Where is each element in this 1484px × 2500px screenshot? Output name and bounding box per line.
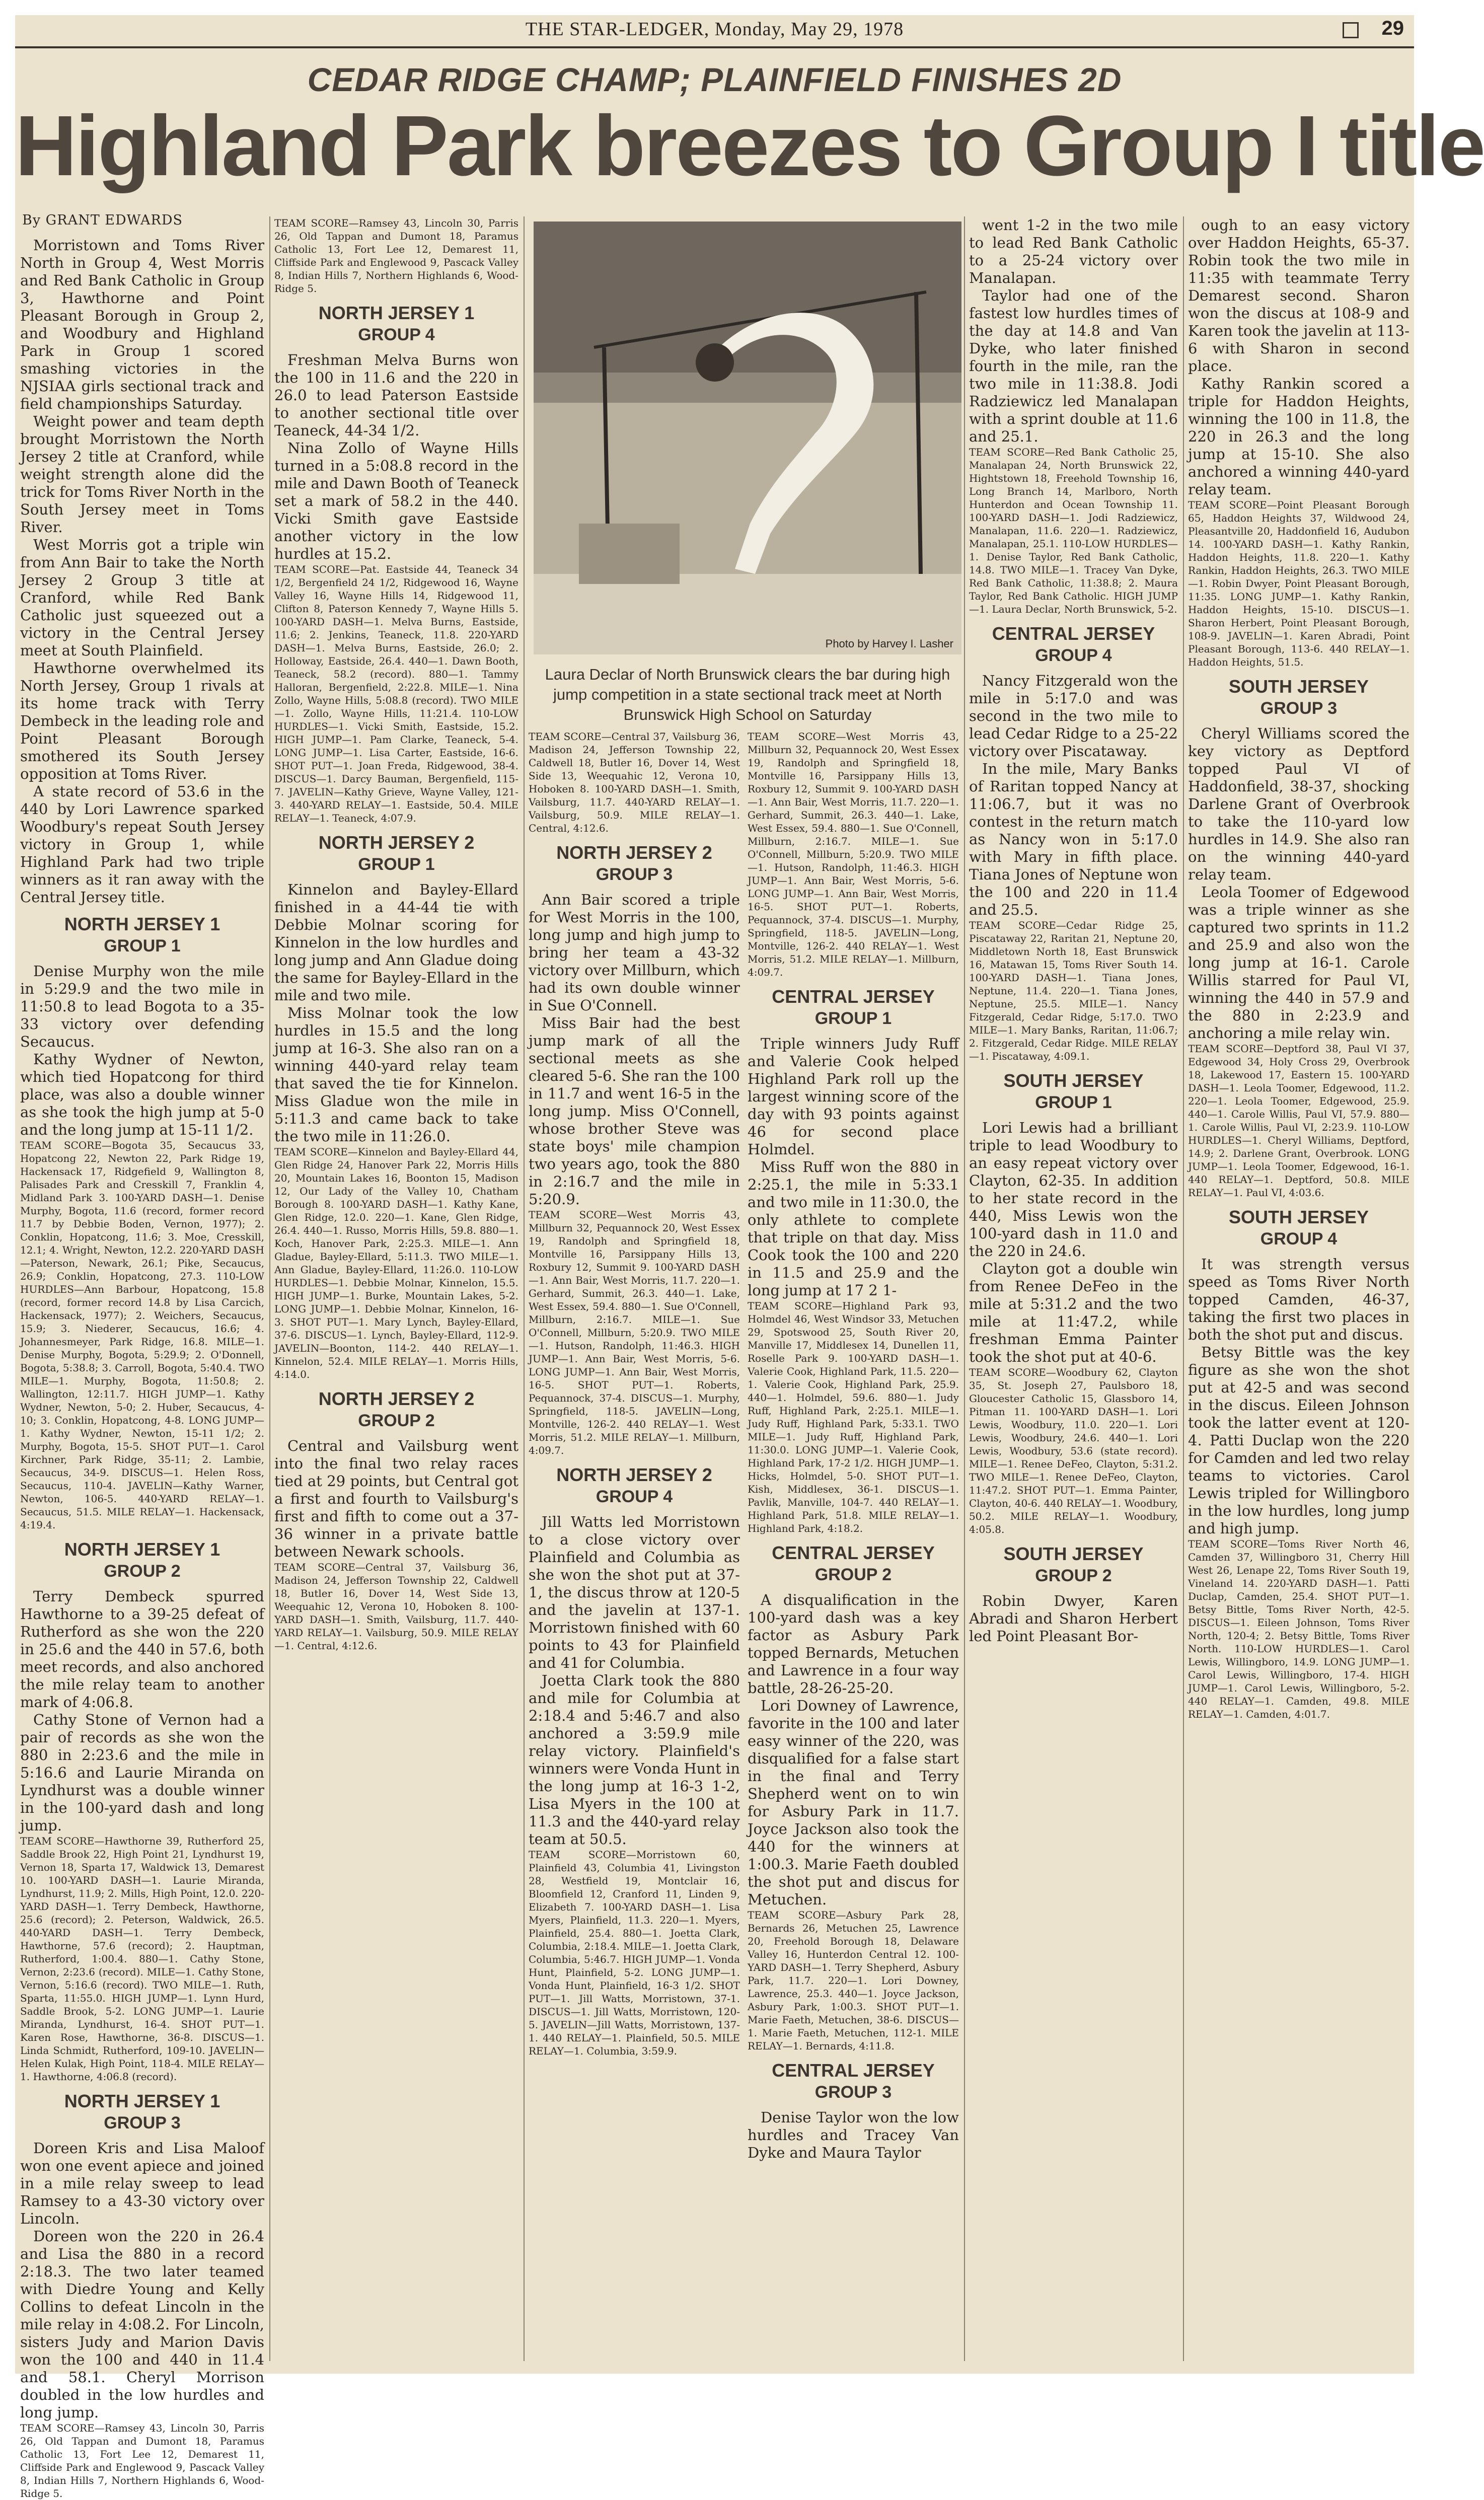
section-group: GROUP 1	[814, 1009, 892, 1028]
column-4	[748, 730, 959, 2366]
story-paragraph: Triple winners Judy Ruff and Valerie Cook helped Highland Park roll up the largest winning score of the day with 93 points against 46 for second place Holmdel.	[748, 1035, 959, 1158]
section-region: NORTH JERSEY 1	[318, 303, 475, 323]
story-paragraph: Kathy Rankin scored a triple for Haddon Heights, winning the 100 in 11.8, the 220 in 26.3 and the long jump at 15-10. She also anchored a winning 440-yard relay team.	[1188, 375, 1409, 498]
section-region: NORTH JERSEY 2	[318, 832, 475, 853]
story-paragraph: Miss Ruff won the 880 in 2:25.1, the mile in 5:33.1 and two mile in 11:30.0, the only athlete to complete that triple on that day. Miss Cook took the 100 and 220 in 11.5 and 25.9 and the long jump at 17 2 1-	[748, 1158, 959, 1299]
results-agate: TEAM SCORE—Central 37, Vailsburg 36, Madison 24, Jefferson Township 22, Caldwell 18, Butler 16, Dover 14, West Side 13, Weequahic 12, Verona 10, Hoboken 8. 100-YARD DASH—1. Smith, Vailsburg, 11.7. 440-YARD RELAY—1. Vailsburg, 50.9. MILE RELAY—1. Central, 4:12.6.	[529, 730, 740, 834]
results-agate: TEAM SCORE—Red Bank Catholic 25, Manalapan 24, North Brunswick 22, Hightstown 18, Freehold Township 16, Long Branch 14, Marlboro, North Hunterdon and Ocean Township 11. 100-YARD DASH—1. Jodi Radziewicz, Manalapan, 11.6. 220—1. Radziewicz, Manalapan, 25.1. 110-LOW HURDLES—1. Denise Taylor, Red Bank Catholic, 14.8. TWO MILE—1. Tracey Van Dyke, Red Bank Catholic, 11:38.8; 2. Maura Taylor, Red Bank Catholic. HIGH JUMP—1. Laura Declar, North Brunswick, 5-2.	[969, 446, 1178, 615]
masthead	[15, 15, 1414, 48]
results-agate: TEAM SCORE—West Morris 43, Millburn 32, Pequannock 20, West Essex 19, Randolph and Springfield 18, Montville 16, Parsippany Hills 13, Roxbury 12, Summit 9. 100-YARD DASH—1. Ann Bair, West Morris, 11.7. 220—1. Gerhard, Summit, 26.3. 440—1. Lake, West Essex, 59.4. 880—1. Sue O'Connell, Millburn, 2:16.7. MILE—1. Sue O'Connell, Millburn, 5:20.9. TWO MILE—1. Hutson, Randolph, 11:46.3. HIGH JUMP—1. Ann Bair, West Morris, 5-6. LONG JUMP—1. Ann Bair, West Morris, 16-5. SHOT PUT—1. Roberts, Pequannock, 37-4. DISCUS—1. Murphy, Springfield, 118-5. JAVELIN—Long, Montville, 126-2. 440 RELAY—1. West Morris, 51.2. MILE RELAY—1. Millburn, 4:09.7.	[529, 1209, 740, 1456]
column-5	[969, 216, 1178, 2366]
column-rule	[1183, 216, 1184, 2361]
section-region: NORTH JERSEY 2	[318, 1388, 475, 1409]
section-region: CENTRAL JERSEY	[772, 1542, 935, 1563]
story-paragraph: Morristown and Toms River North in Group 4, West Morris and Red Bank Catholic in Group 3, Hawthorne and Point Pleasant Borough in Group 2, and Woodbury and Highland Park in Group 1 scored smashing victories in the NJSIAA girls sectional track and field championships Saturday.	[20, 237, 264, 412]
section-region: NORTH JERSEY 2	[556, 842, 712, 863]
results-agate: TEAM SCORE—Highland Park 93, Holmdel 46, West Windsor 33, Metuchen 29, Spotswood 25, South River 20, Manville 17, Middlesex 14, Dunellen 11, Roselle Park 9. 100-YARD DASH—1. Valerie Cook, Highland Park, 11.5. 220—1. Valerie Cook, Highland Park, 25.9. 440—1. Holmdel, 59.6. 880—1. Judy Ruff, Highland Park, 2:25.1. MILE—1. Judy Ruff, Highland Park, 5:33.1. TWO MILE—1. Judy Ruff, Highland Park, 11:30.0. LONG JUMP—1. Valerie Cook, Highland Park, 17-2 1/2. HIGH JUMP—1. Hicks, Holmdel, 5-0. SHOT PUT—1. Kish, Middlesex, 36-1. DISCUS—1. Pavlik, Manville, 104-7. 440 RELAY—1. Highland Park, 51.8. MILE RELAY—1. Highland Park, 4:18.2.	[748, 1300, 959, 1534]
column-rule	[964, 216, 965, 2361]
story-paragraph: A state record of 53.6 in the 440 by Lori Lawrence sparked Woodbury's repeat South Jersey victory in Group 1, while Highland Park had two triple winners as it ran away with the Central Jersey title.	[20, 783, 264, 906]
story-paragraph: Nancy Fitzgerald won the mile in 5:17.0 and was second in the two mile to lead Cedar Ridge to a 25-22 victory over Piscataway.	[969, 672, 1178, 760]
photo-image	[534, 222, 961, 654]
main-headline: Highland Park breezes to Group I title	[15, 98, 1484, 194]
results-agate: TEAM SCORE—Woodbury 62, Clayton 35, St. Joseph 27, Paulsboro 18, Gloucester Catholic 15, Glassboro 14, Pitman 11. 100-YARD DASH—1. Lori Lewis, Woodbury, 11.0. 220—1. Lori Lewis, Woodbury, 24.6. 440—1. Lori Lewis, Woodbury, 53.6 (state record). MILE—1. Renee DeFeo, Clayton, 5:31.2. TWO MILE—1. Renee DeFeo, Clayton, 11:47.2. SHOT PUT—1. Emma Painter, Clayton, 40-6. 440 RELAY—1. Woodbury, 50.2. MILE RELAY—1. Woodbury, 4:05.8.	[969, 1366, 1178, 1535]
results-agate: TEAM SCORE—Asbury Park 28, Bernards 26, Metuchen 25, Lawrence 20, Freehold Borough 18, Delaware Valley 16, Hunterdon Central 12. 100-YARD DASH—1. Terry Shepherd, Asbury Park, 11.7. 220—1. Lori Downey, Lawrence, 25.3. 440—1. Joyce Jackson, Asbury Park, 1:00.3. SHOT PUT—1. Marie Faeth, Metuchen, 38-6. DISCUS—1. Marie Faeth, Metuchen, 112-1. MILE RELAY—1. Bernards, 4:11.8.	[748, 1909, 959, 2052]
story-paragraph: Doreen won the 220 in 26.4 and Lisa the 880 in a record 2:18.3. The two later teamed with Diedre Young and Kelly Collins to defeat Lincoln in the mile relay in 4:08.2. For Lincoln, sisters Judy and Marion Davis won the 100 and 440 in 11.4 and 58.1. Cheryl Morrison doubled in the low hurdles and long jump.	[20, 2228, 264, 2421]
section-group: GROUP 1	[104, 936, 181, 955]
story-paragraph: Cheryl Williams scored the key victory as Deptford topped Paul VI of Haddonfield, 38-37, shocking Darlene Grant of Overbrook to take the 110-yard low hurdles in 14.9. She also ran on the winning 440-yard relay team.	[1188, 725, 1409, 883]
results-agate: TEAM SCORE—Ramsey 43, Lincoln 30, Parris 26, Old Tappan and Dumont 18, Paramus Catholic 13, Fort Lee 12, Demarest 11, Cliffside Park and Englewood 9, Pascack Valley 8, Indian Hills 7, Northern Highlands 6, Wood-Ridge 5.	[274, 217, 518, 295]
column-rule	[524, 216, 525, 2361]
story-paragraph: went 1-2 in the two mile to lead Red Bank Catholic to a 25-24 victory over Manalapan.	[969, 216, 1178, 286]
section-group: GROUP 4	[596, 1487, 673, 1506]
section-region: NORTH JERSEY 1	[64, 914, 220, 934]
section-group: GROUP 1	[1035, 1093, 1112, 1112]
column-2	[274, 216, 518, 2366]
story-paragraph: Nina Zollo of Wayne Hills turned in a 5:08.8 record in the mile and Dawn Booth of Teaneck set a mark of 58.2 in the 440. Vicki Smith gave Eastside another victory in the low hurdles at 15.2.	[274, 439, 518, 562]
story-paragraph: Kathy Wydner of Newton, which tied Hopatcong for third place, was also a double winner as she took the high jump at 5-0 and the long jump at 15-11 1/2.	[20, 1051, 264, 1138]
photo-caption: Laura Declar of North Brunswick clears the bar during high jump competition in a state sectional track meet at North Brunswick High School on Saturday	[545, 666, 950, 723]
story-paragraph: It was strength versus speed as Toms River North topped Camden, 46-37, taking the first two places in both the shot put and discus.	[1188, 1256, 1409, 1343]
section-region: CENTRAL JERSEY	[772, 986, 935, 1007]
results-agate: TEAM SCORE—Bogota 35, Secaucus 33, Hopatcong 22, Newton 22, Park Ridge 19, Hackensack 17, Ridgefield 9, Wallington 8, Palisades Park and Cresskill 7, Franklin 4, Midland Park 3. 100-YARD DASH—1. Denise Murphy, Bogota, 11.6 (record, former record 11.7 by Debbie Boden, Vernon, 1977); 2. Conklin, Hopatcong, 11.6; 3. Moe, Cresskill, 12.1; 4. Wright, Newton, 12.2. 220-YARD DASH—Paterson, Newark, 26.1; Pike, Secaucus, 26.9; Conklin, Hopatcong, 27.3. 110-LOW HURDLES—Ann Barbour, Hopatcong, 15.8 (record, former record 14.8 by Lisa Carcich, Hackensack, 1977); 2. Weichers, Secaucus, 15.9; 3. Niederer, Secaucus, 16.6; 4. Johannesmeyer, Park Ridge, 16.8. MILE—1. Denise Murphy, Bogota, 5:29.9; 2. O'Donnell, Bogota, 5:38.8; 3. Carroll, Bogota, 5:40.4. TWO MILE—1. Murphy, Bogota, 11:50.8; 2. Wallington, 12:11.7. HIGH JUMP—1. Kathy Wydner, Newton, 5-0; 2. Huber, Secaucus, 4-10; 3. Conklin, Hopatcong, 4-8. LONG JUMP—1. Kathy Wydner, Newton, 15-11 1/2; 2. Murphy, Bogota, 15-5. SHOT PUT—1. Carol Kirchner, Park Ridge, 35-11; 2. Lambie, Secaucus, 34-9. DISCUS—1. Helen Ross, Secaucus, 110-4. JAVELIN—Kathy Warner, Newton, 106-5. 440-YARD RELAY—1. Secaucus, 51.5. MILE RELAY—1. Hackensack, 4:19.4.	[20, 1139, 264, 1531]
story-paragraph: Joetta Clark took the 880 and mile for Columbia at 2:18.4 and 5:46.7 and also anchored a 3:59.9 mile relay victory. Plainfield's winners were Vonda Hunt in the long jump at 16-3 1-2, Lisa Myers in the 100 at 11.3 and the 440-yard relay team at 50.5.	[529, 1672, 740, 1848]
results-agate: TEAM SCORE—Kinnelon and Bayley-Ellard 44, Glen Ridge 24, Hanover Park 22, Morris Hills 20, Mountain Lakes 16, Boonton 15, Madison 12, Our Lady of the Valley 10, Chatham Borough 8. 100-YARD DASH—1. Kathy Kane, Glen Ridge, 12.0. 220—1. Kane, Glen Ridge, 26.4. 440—1. Russo, Morris Hills, 59.8. 880—1. Koch, Hanover Park, 2:25.3. MILE—1. Ann Gladue, Bayley-Ellard, 5:11.3. TWO MILE—1. Ann Gladue, Bayley-Ellard, 11:26.0. 110-LOW HURDLES—1. Debbie Molnar, Kinnelon, 15.5. HIGH JUMP—1. Burke, Mountain Lakes, 5-2. LONG JUMP—1. Debbie Molnar, Kinnelon, 16-3. SHOT PUT—1. Mary Lynch, Bayley-Ellard, 37-6. DISCUS—1. Lynch, Bayley-Ellard, 112-9. JAVELIN—Boonton, 114-2. 440 RELAY—1. Kinnelon, 52.4. MILE RELAY—1. Morris Hills, 4:14.0.	[274, 1146, 518, 1380]
masthead-title: THE STAR-LEDGER, Monday, May 29, 1978	[525, 19, 904, 40]
results-agate: TEAM SCORE—Hawthorne 39, Rutherford 25, Saddle Brook 22, High Point 21, Lyndhurst 19, Vernon 18, Sparta 17, Waldwick 13, Demarest 10. 100-YARD DASH—1. Laurie Miranda, Lyndhurst, 11.9; 2. Mills, High Point, 12.0. 220-YARD DASH—1. Terry Dembeck, Hawthorne, 25.6 (record); 2. Peterson, Waldwick, 26.5. 440-YARD DASH—1. Terry Dembeck, Hawthorne, 57.6 (record); 2. Hauptman, Rutherford, 1:00.4. 880—1. Cathy Stone, Vernon, 2:23.6 (record). MILE—1. Cathy Stone, Vernon, 5:16.6 (record). TWO MILE—1. Ruth, Sparta, 11:55.0. HIGH JUMP—1. Lynn Hurd, Saddle Brook, 5-2. LONG JUMP—1. Laurie Miranda, Lyndhurst, 16-4. SHOT PUT—1. Karen Rose, Hawthorne, 36-8. DISCUS—1. Linda Schmidt, Rutherford, 109-10. JAVELIN—Helen Kulak, High Point, 118-4. MILE RELAY—1. Hawthorne, 4:06.8 (record).	[20, 1835, 264, 2083]
section-region: SOUTH JERSEY	[1228, 1207, 1369, 1227]
story-paragraph: West Morris got a triple win from Ann Bair to take the North Jersey 2 Group 3 title at Cranford, while Red Bank Catholic just squeezed out a victory in the Central Jersey meet at South Plainfield.	[20, 536, 264, 659]
results-agate: TEAM SCORE—Cedar Ridge 25, Piscataway 22, Raritan 21, Neptune 20, Middletown North 18, East Brunswick 16, Matawan 15, Toms River South 14. 100-YARD DASH—1. Tiana Jones, Neptune, 11.4. 220—1. Tiana Jones, Neptune, 25.5. MILE—1. Nancy Fitzgerald, Cedar Ridge, 5:17.0. TWO MILE—1. Mary Banks, Raritan, 11:06.7; 2. Fitzgerald, Cedar Ridge. MILE RELAY—1. Piscataway, 4:09.1.	[969, 919, 1178, 1062]
story-paragraph: Betsy Bittle was the key figure as she won the shot put at 42-5 and was second in the discus. Eileen Johnson took the latter event at 120-4. Patti Duclap won the 220 for Camden and led two relay teams to victories. Carol Lewis tripled for Willingboro in the low hurdles, long jump and high jump.	[1188, 1344, 1409, 1537]
section-group: GROUP 3	[596, 865, 673, 884]
story-paragraph: Central and Vailsburg went into the final two relay races tied at 29 points, but Central got a first and fourth to Vailsburg's first and fifth to come out a 37-36 winner in a private battle between Newark schools.	[274, 1437, 518, 1560]
results-agate: TEAM SCORE—Deptford 38, Paul VI 37, Edgewood 34, Holy Cross 29, Overbrook 18, Lakewood 17, Eastern 15. 100-YARD DASH—1. Leola Toomer, Edgewood, 11.2. 220—1. Leola Toomer, Edgewood, 25.9. 440—1. Carole Willis, Paul VI, 57.9. 880—1. Carole Willis, Paul VI, 2:23.9. 110-LOW HURDLES—1. Cheryl Williams, Deptford, 14.9; 2. Darlene Grant, Overbrook. LONG JUMP—1. Leola Toomer, Edgewood, 16-1. 440 RELAY—1. Deptford, 50.8. MILE RELAY—1. Paul VI, 4:03.6.	[1188, 1043, 1409, 1199]
story-paragraph: Hawthorne overwhelmed its North Jersey, Group 1 rivals at its home track with Terry Dembeck in the leading role and Point Pleasant Borough smothered its South Jersey opposition at Toms River.	[20, 659, 264, 782]
story-paragraph: Lori Downey of Lawrence, favorite in the 100 and later easy winner of the 220, was disqualified for a false start in the final and Terry Shepherd went on to win for Asbury Park in 11.7. Joyce Jackson also took the 440 for the winners at 1:00.3. Marie Faeth doubled the shot put and discus for Metuchen.	[748, 1697, 959, 1908]
story-paragraph: Robin Dwyer, Karen Abradi and Sharon Herbert led Point Pleasant Bor-	[969, 1592, 1178, 1645]
story-paragraph: Cathy Stone of Vernon had a pair of records as she won the 880 in 2:23.6 and the mile in 5:16.6 and Laurie Miranda on Lyndhurst was a double winner in the 100-yard dash and long jump.	[20, 1711, 264, 1834]
section-group: GROUP 2	[814, 1565, 892, 1584]
section-group: GROUP 4	[1035, 646, 1112, 665]
story-paragraph: Weight power and team depth brought Morristown the North Jersey 2 title at Cranford, while weight strength alone did the trick for Toms River North in the South Jersey meet in Toms River.	[20, 413, 264, 536]
story-paragraph: Taylor had one of the fastest low hurdles times of the day at 14.8 and Van Dyke, who later finished fourth in the mile, ran the two mile in 11:38.8. Jodi Radziewicz led Manalapan with a sprint double at 11.6 and 25.1.	[969, 287, 1178, 445]
story-paragraph: Miss Bair had the best jump mark of all the sectional meets as she cleared 5-6. She ran the 100 in 11.7 and went 16-5 in the long jump. Miss O'Connell, whose brother Steve was state boys' mile champion two years ago, took the 880 in 2:16.7 and the mile in 5:20.9.	[529, 1014, 740, 1208]
section-group: GROUP 2	[358, 1411, 435, 1430]
column-3	[529, 730, 740, 2366]
story-paragraph: ough to an easy victory over Haddon Heights, 65-37. Robin took the two mile in 11:35 with teammate Terry Demarest second. Sharon won the discus at 108-9 and Karen took the javelin at 113-6 with Sharon in second place.	[1188, 216, 1409, 375]
story-paragraph: In the mile, Mary Banks of Raritan topped Nancy at 11:06.7, but it was no contest in the return match as Nancy won in 5:17.0 with Mary in fifth place. Tiana Jones of Neptune won the 100 and 220 in 11.4 and 25.5.	[969, 760, 1178, 918]
story-paragraph: Ann Bair scored a triple for West Morris in the 100, long jump and high jump to bring her team a 43-32 victory over Millburn, which had its own double winner in Sue O'Connell.	[529, 891, 740, 1014]
story-paragraph: Clayton got a double win from Renee DeFeo in the mile at 5:31.2 and the two mile at 11:47.2, while freshman Emma Painter took the shot put at 40-6.	[969, 1260, 1178, 1365]
story-paragraph: Leola Toomer of Edgewood was a triple winner as she captured two sprints in 11.2 and 25.9 and also won the long jump at 16-1. Carole Willis starred for Paul VI, winning the 440 in 57.9 and the 880 in 2:23.9 and anchoring a mile relay win.	[1188, 884, 1409, 1042]
section-group: GROUP 3	[814, 2083, 892, 2102]
overline-headline: CEDAR RIDGE CHAMP; PLAINFIELD FINISHES 2D	[307, 61, 1122, 98]
page-number: 29	[1381, 17, 1404, 39]
section-group: GROUP 2	[104, 1562, 181, 1581]
section-region: CENTRAL JERSEY	[772, 2060, 935, 2081]
section-group: GROUP 1	[358, 855, 435, 874]
section-group: GROUP 2	[1035, 1566, 1112, 1585]
story-paragraph: Terry Dembeck spurred Hawthorne to a 39-25 defeat of Rutherford as she won the 220 in 25.6 and the 440 in 57.6, both meet records, and also anchored the mile relay team to another mark of 4:06.8.	[20, 1588, 264, 1711]
results-agate: TEAM SCORE—Ramsey 43, Lincoln 30, Parris 26, Old Tappan and Dumont 18, Paramus Catholic 13, Fort Lee 12, Demarest 11, Cliffside Park and Englewood 9, Pascack Valley 8, Indian Hills 7, Northern Highlands 6, Wood-Ridge 5.	[20, 2422, 264, 2499]
story-paragraph: A disqualification in the 100-yard dash was a key factor as Asbury Park topped Bernards, Metuchen and Lawrence in a four way battle, 28-26-25-20.	[748, 1591, 959, 1697]
section-group: GROUP 4	[358, 325, 435, 344]
story-paragraph: Freshman Melva Burns won the 100 in 11.6 and the 220 in 26.0 to lead Paterson Eastside to another sectional title over Teaneck, 44-34 1/2.	[274, 351, 518, 439]
section-region: NORTH JERSEY 1	[64, 2091, 220, 2111]
story-paragraph: Denise Taylor won the low hurdles and Tracey Van Dyke and Maura Taylor	[748, 2109, 959, 2161]
results-agate: TEAM SCORE—Pat. Eastside 44, Teaneck 34 1/2, Bergenfield 24 1/2, Ridgewood 16, Wayne Valley 16, Wayne Hills 14, Ridgewood 11, Clifton 8, Paterson Kennedy 7, Wayne Hills 5. 100-YARD DASH—1. Melva Burns, Eastside, 11.6; 2. Jenkins, Teaneck, 11.8. 220-YARD DASH—1. Melva Burns, Eastside, 26.0; 2. Holloway, Eastside, 26.4. 440—1. Dawn Booth, Teaneck, 58.2 (record). 880—1. Tammy Halloran, Bergenfield, 2:22.8. MILE—1. Nina Zollo, Wayne Hills, 5:08.8 (record). TWO MILE—1. Zollo, Wayne Hills, 11:21.4. 110-LOW HURDLES—1. Vicki Smith, Eastside, 15.2. HIGH JUMP—1. Pam Clarke, Teaneck, 5-4. LONG JUMP—1. Lisa Carter, Eastside, 16-6. SHOT PUT—1. Joan Freda, Ridgewood, 38-4. DISCUS—1. Darcy Bauman, Bergenfield, 115-7. JAVELIN—Kathy Grieve, Wayne Valley, 121-3. 440-YARD RELAY—1. Eastside, 50.4. MILE RELAY—1. Teaneck, 4:07.9.	[274, 563, 518, 824]
section-group: GROUP 3	[1260, 699, 1338, 718]
story-paragraph: Miss Molnar took the low hurdles in 15.5 and the long jump at 16-3. She also ran on a winning 440-yard relay team that saved the tie for Kinnelon. Miss Gladue won the mile in 5:11.3 and came back to take the two mile in 11:26.0.	[274, 1004, 518, 1145]
section-region: SOUTH JERSEY	[1003, 1543, 1144, 1564]
results-agate: TEAM SCORE—Toms River North 46, Camden 37, Willingboro 31, Cherry Hill West 26, Lenape 22, Toms River South 19, Vineland 14. 220-YARD DASH—1. Patti Duclap, Camden, 25.4. SHOT PUT—1. Betsy Bittle, Toms River North, 42-5. DISCUS—1. Eileen Johnson, Toms River North, 120-4; 2. Betsy Bittle, Toms River North. 110-LOW HURDLES—1. Carol Lewis, Willingboro, 14.9. LONG JUMP—1. Carol Lewis, Willingboro, 17-4. HIGH JUMP—1. Carol Lewis, Willingboro, 5-2. 440 RELAY—1. Camden, 49.8. MILE RELAY—1. Camden, 4:01.7.	[1188, 1538, 1409, 1720]
results-agate: TEAM SCORE—West Morris 43, Millburn 32, Pequannock 20, West Essex 19, Randolph and Springfield 18, Montville 16, Parsippany Hills 13, Roxbury 12, Summit 9. 100-YARD DASH—1. Ann Bair, West Morris, 11.7. 220—1. Gerhard, Summit, 26.3. 440—1. Lake, West Essex, 59.4. 880—1. Sue O'Connell, Millburn, 2:16.7. MILE—1. Sue O'Connell, Millburn, 5:20.9. TWO MILE—1. Hutson, Randolph, 11:46.3. HIGH JUMP—1. Ann Bair, West Morris, 5-6. LONG JUMP—1. Ann Bair, West Morris, 16-5. SHOT PUT—1. Roberts, Pequannock, 37-4. DISCUS—1. Murphy, Springfield, 118-5. JAVELIN—Long, Montville, 126-2. 440 RELAY—1. West Morris, 51.2. MILE RELAY—1. Millburn, 4:09.7.	[748, 730, 959, 978]
photo-high-jump	[534, 222, 961, 654]
section-group: GROUP 3	[104, 2113, 181, 2133]
story-paragraph: Denise Murphy won the mile in 5:29.9 and the two mile in 11:50.8 to lead Bogota to a 35-33 victory over defending Secaucus.	[20, 963, 264, 1050]
section-region: SOUTH JERSEY	[1003, 1070, 1144, 1091]
results-agate: TEAM SCORE—Morristown 60, Plainfield 43, Columbia 41, Livingston 28, Westfield 19, Montclair 16, Bloomfield 12, Cranford 11, Linden 9, Elizabeth 7. 100-YARD DASH—1. Lisa Myers, Plainfield, 11.3. 220—1. Myers, Plainfield, 25.4. 880—1. Joetta Clark, Columbia, 2:18.4. MILE—1. Joetta Clark, Columbia, 5:46.7. HIGH JUMP—1. Vonda Hunt, Plainfield, 5-2. LONG JUMP—1. Vonda Hunt, Plainfield, 16-3 1/2. SHOT PUT—1. Jill Watts, Morristown, 37-1. DISCUS—1. Jill Watts, Morristown, 120-5. JAVELIN—Jill Watts, Morristown, 137-1. 440 RELAY—1. Plainfield, 50.5. MILE RELAY—1. Columbia, 3:59.9.	[529, 1849, 740, 2057]
masthead-box-icon	[1343, 22, 1359, 38]
section-region: NORTH JERSEY 1	[64, 1539, 220, 1560]
column-rule	[269, 216, 270, 2361]
section-group: GROUP 4	[1260, 1229, 1338, 1248]
section-region: CENTRAL JERSEY	[992, 623, 1155, 644]
story-paragraph: Kinnelon and Bayley-Ellard finished in a 44-44 tie with Debbie Molnar scoring for Kinnelon in the low hurdles and long jump and Ann Gladue doing the same for Bayley-Ellard in the mile and two mile.	[274, 881, 518, 1004]
story-paragraph: Lori Lewis had a brilliant triple to lead Woodbury to an easy repeat victory over Clayton, 62-35. In addition to her state record in the 440, Miss Lewis won the 100-yard dash in 11.0 and the 220 in 24.6.	[969, 1119, 1178, 1260]
byline: By GRANT EDWARDS	[22, 212, 183, 228]
newspaper-page	[15, 15, 1484, 2499]
column-1	[20, 237, 264, 2499]
story-paragraph: Jill Watts led Morristown to a close victory over Plainfield and Columbia as she won the shot put at 37-1, the discus throw at 120-5 and the javelin at 137-1. Morristown finished with 60 points to 43 for Plainfield and 41 for Columbia.	[529, 1513, 740, 1671]
section-region: NORTH JERSEY 2	[556, 1464, 712, 1485]
results-agate: TEAM SCORE—Central 37, Vailsburg 36, Madison 24, Jefferson Township 22, Caldwell 18, Butler 16, Dover 14, West Side 13, Weequahic 12, Verona 10, Hoboken 8. 100-YARD DASH—1. Smith, Vailsburg, 11.7. 440-YARD RELAY—1. Vailsburg, 50.9. MILE RELAY—1. Central, 4:12.6.	[274, 1561, 518, 1652]
section-region: SOUTH JERSEY	[1228, 676, 1369, 697]
story-paragraph: Doreen Kris and Lisa Maloof won one event apiece and joined in a mile relay sweep to lead Ramsey to a 43-30 victory over Lincoln.	[20, 2140, 264, 2227]
photo-credit: Photo by Harvey I. Lasher	[825, 637, 953, 650]
results-agate: TEAM SCORE—Point Pleasant Borough 65, Haddon Heights 37, Wildwood 24, Pleasantville 20, Haddonfield 16, Audubon 14. 100-YARD DASH—1. Kathy Rankin, Haddon Heights, 11.8. 220—1. Kathy Rankin, Haddon Heights, 26.3. TWO MILE—1. Robin Dwyer, Point Pleasant Borough, 11:35. LONG JUMP—1. Kathy Rankin, Haddon Heights, 15-10. DISCUS—1. Sharon Herbert, Point Pleasant Borough, 108-9. JAVELIN—1. Karen Abradi, Point Pleasant Borough, 113-6. 440 RELAY—1. Haddon Heights, 51.5.	[1188, 499, 1409, 668]
column-6	[1188, 216, 1409, 2366]
